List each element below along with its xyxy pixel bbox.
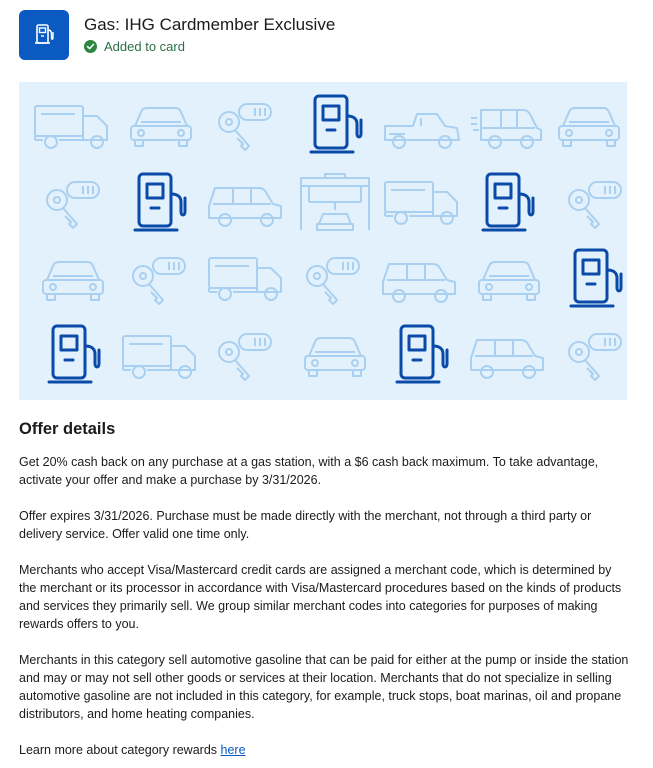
truck-icon bbox=[123, 336, 195, 378]
gas-pump-icon bbox=[397, 326, 447, 382]
key-icon bbox=[219, 334, 271, 380]
truck-icon bbox=[35, 106, 107, 148]
learn-more-link[interactable]: here bbox=[220, 743, 246, 757]
truck-icon bbox=[385, 182, 457, 224]
van-icon bbox=[209, 188, 281, 226]
car-icon bbox=[559, 108, 619, 146]
banner-illustration bbox=[19, 82, 627, 400]
key-icon bbox=[219, 104, 271, 150]
gas-pump-icon bbox=[311, 96, 361, 152]
merchant-code-info: Merchants who accept Visa/Mastercard credit cards are assigned a merchant code, which is determined by the merchant or its processor in accordance with Visa/Mastercard procedures based on the kinds of products and services they primarily sell. We group similar merchant codes into categories for purposes of making rewards offers to you. bbox=[19, 563, 622, 631]
gas-pump-icon bbox=[571, 250, 621, 306]
gas-pump-icon bbox=[483, 174, 533, 230]
offer-title: Gas: IHG Cardmember Exclusive bbox=[84, 15, 336, 34]
category-info: Merchants in this category sell automotive gasoline that can be paid for either at the pump or inside the station and may or may not sell other goods or services at their location. Merchants that do not specialize in selling automotive gasoline are not included in this category, for example, truck stops, boat marinas, oil and propane distributors, and home heating companies. bbox=[19, 653, 629, 721]
key-icon bbox=[133, 258, 185, 304]
offer-description: Get 20% cash back on any purchase at a gas station, with a $6 cash back maximum. To take advantage, activate your offer and make a purchase by 3/31/2026. bbox=[19, 455, 599, 487]
learn-more-text: Learn more about category rewards bbox=[19, 743, 221, 757]
offer-logo bbox=[19, 10, 69, 60]
gas-pump-icon bbox=[30, 21, 58, 49]
status-label: Added to card bbox=[104, 39, 185, 54]
car-icon bbox=[131, 108, 191, 146]
offer-details bbox=[19, 420, 629, 759]
gas-pump-icon bbox=[135, 174, 185, 230]
key-icon bbox=[307, 258, 359, 304]
pickup-truck-icon bbox=[385, 114, 459, 148]
car-wash-icon bbox=[301, 174, 369, 230]
van-icon bbox=[471, 340, 543, 378]
key-icon bbox=[47, 182, 99, 228]
car-icon bbox=[43, 262, 103, 300]
car-icon bbox=[305, 338, 365, 376]
van-icon bbox=[383, 264, 455, 302]
gas-pump-icon bbox=[49, 326, 99, 382]
learn-more bbox=[19, 741, 629, 759]
car-icon bbox=[479, 262, 539, 300]
check-circle-icon bbox=[84, 40, 97, 53]
offer-banner bbox=[19, 82, 627, 400]
offer-header bbox=[19, 10, 634, 60]
van-icon bbox=[471, 110, 541, 148]
offer-expiry-terms: Offer expires 3/31/2026. Purchase must be made directly with the merchant, not through a third party or delivery service. Offer valid one time only. bbox=[19, 509, 592, 541]
key-icon bbox=[569, 334, 621, 380]
truck-icon bbox=[209, 258, 281, 300]
offer-details-heading: Offer details bbox=[19, 420, 116, 438]
key-icon bbox=[569, 182, 621, 228]
offer-status bbox=[84, 39, 185, 54]
